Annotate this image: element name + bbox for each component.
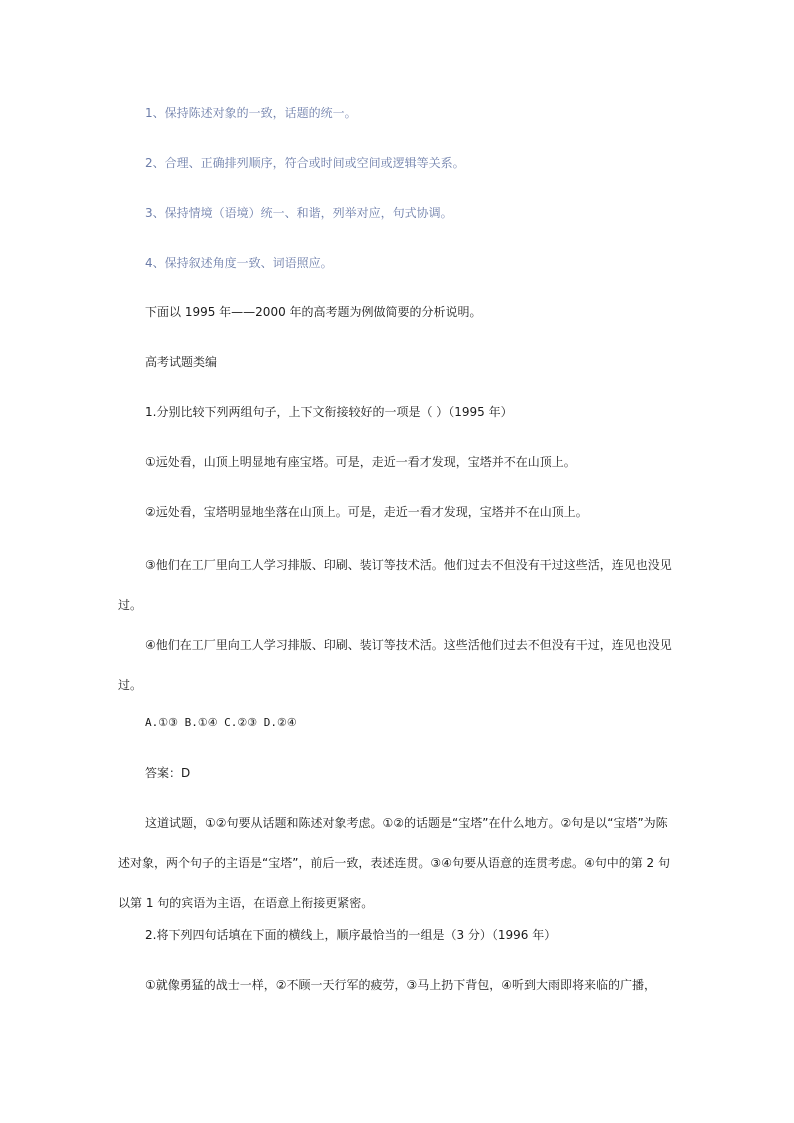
question-1-analysis: 这道试题，①②句要从话题和陈述对象考虑。①②的话题是“宝塔”在什么地方。②句是以“宝塔”为陈述对象，两个句子的主语是“宝塔”，前后一致，表述连贯。③④句要从语意的连贯考虑。④句中的第 2 句以第 1 句的宾语为主语，在语意上衔接更紧密。: [118, 816, 670, 910]
question-1-sentence-2: ②远处看，宝塔明显地坐落在山顶上。可是，走近一看才发现，宝塔并不在山顶上。: [145, 505, 588, 519]
question-1-answer: 答案：D: [145, 766, 191, 780]
section-title: 高考试题类编: [145, 355, 218, 369]
question-1-sentence-3: ③他们在工厂里向工人学习排版、印刷、装订等技术活。他们过去不但没有干过这些活，连见也没见过。: [118, 558, 672, 612]
question-1-sentence-4: ④他们在工厂里向工人学习排版、印刷、装订等技术活。这些活他们过去不但没有干过，连见也没见过。: [118, 638, 672, 692]
rule-3: 3、保持情境（语境）统一、和谐，列举对应，句式协调。: [145, 206, 453, 220]
rule-2: 2、合理、正确排列顺序，符合或时间或空间或逻辑等关系。: [145, 156, 465, 170]
rule-4: 4、保持叙述角度一致、词语照应。: [145, 256, 333, 270]
question-2-stem: 2.将下列四句话填在下面的横线上，顺序最恰当的一组是（3 分）（1996 年）: [145, 928, 557, 942]
question-2-items: ①就像勇猛的战士一样，②不顾一天行军的疲劳，③马上扔下背包，④听到大雨即将来临的广播，: [145, 978, 657, 992]
rule-1: 1、保持陈述对象的一致，话题的统一。: [145, 106, 357, 120]
question-1-stem: 1.分别比较下列两组句子，上下文衔接较好的一项是（ ）（1995 年）: [145, 405, 513, 419]
question-1-sentence-1: ①远处看，山顶上明显地有座宝塔。可是，走近一看才发现，宝塔并不在山顶上。: [145, 455, 576, 469]
question-1-options: A.①③ B.①④ C.②③ D.②④: [145, 716, 297, 729]
intro-paragraph: 下面以 1995 年——2000 年的高考题为例做简要的分析说明。: [145, 305, 482, 319]
